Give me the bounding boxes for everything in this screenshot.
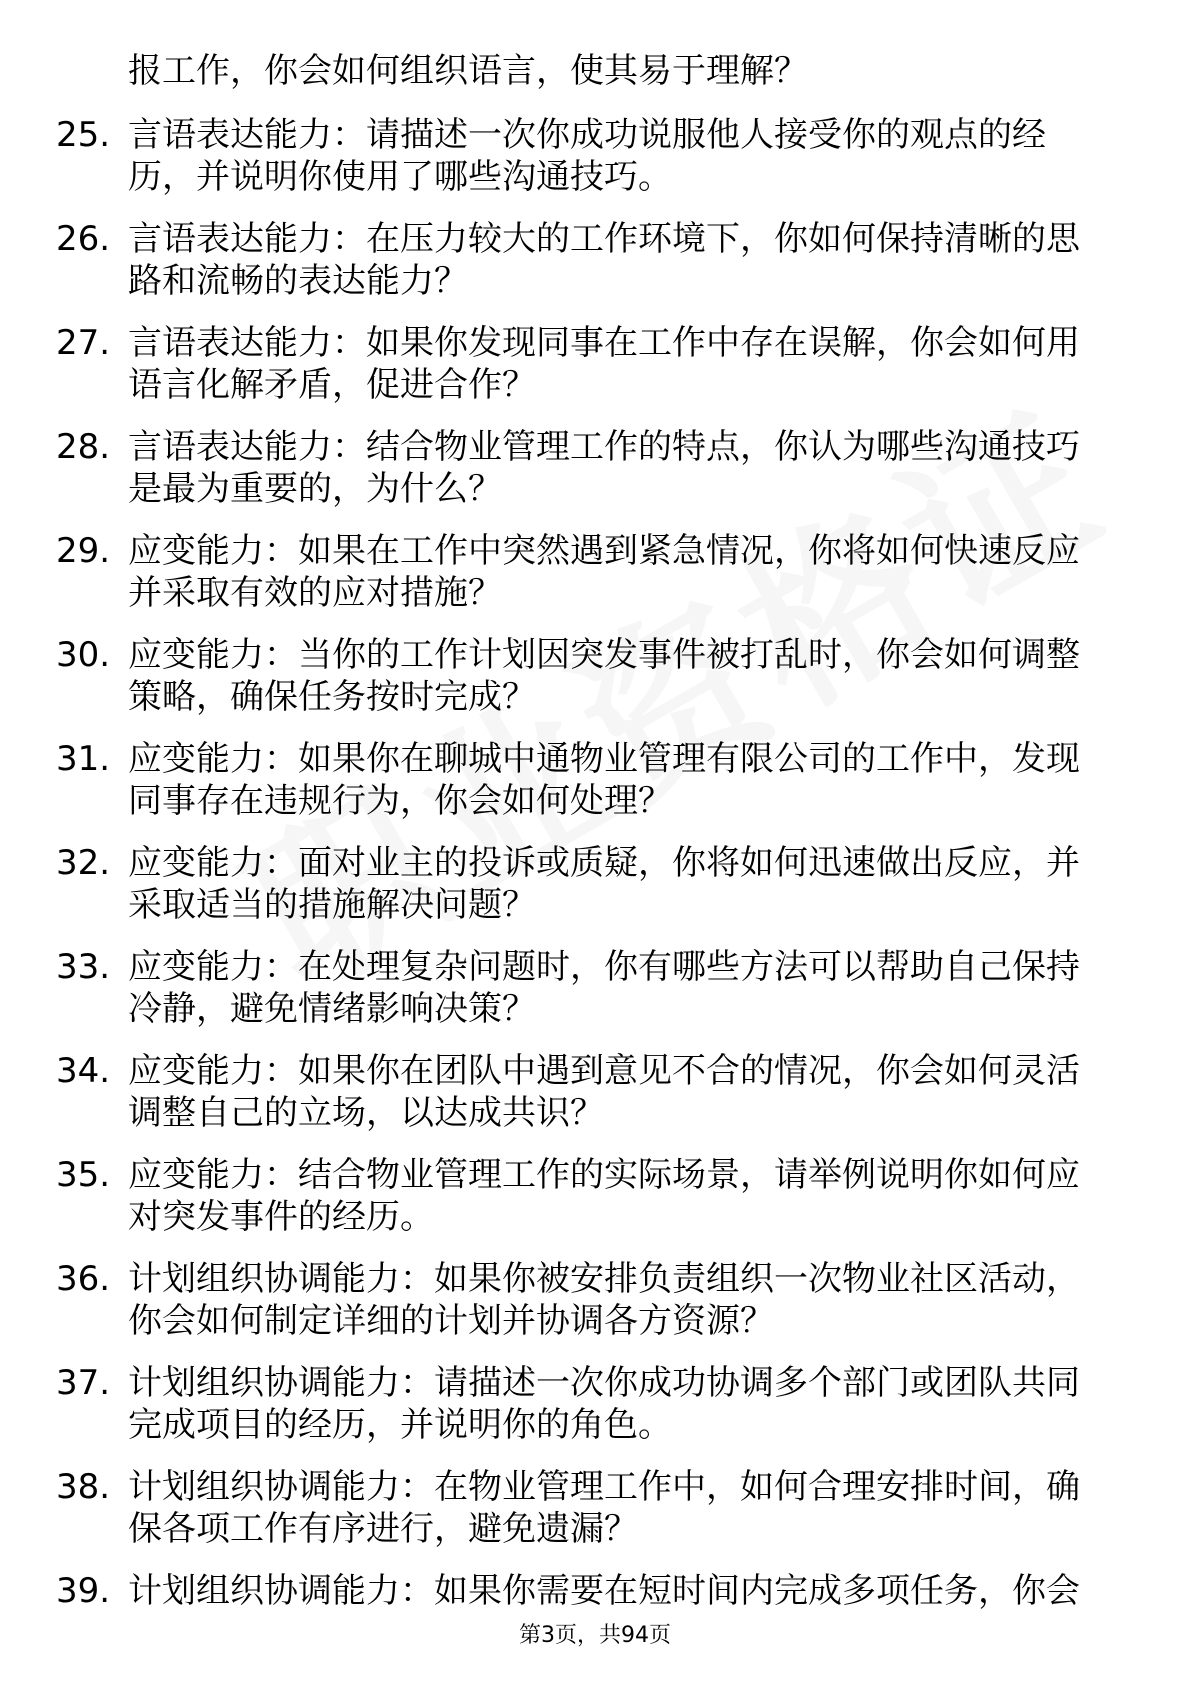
question-item (0, 946, 1190, 1050)
question-number: 37. (56, 1363, 111, 1403)
question-text-line: 同事存在违规行为，你会如何处理？ (128, 781, 672, 821)
question-text-line: 应变能力：如果在工作中突然遇到紧急情况，你将如何快速反应 (128, 531, 1080, 571)
question-text-line: 应变能力：如果你在聊城中通物业管理有限公司的工作中，发现 (128, 739, 1080, 779)
question-item (0, 114, 1190, 218)
question-item (0, 738, 1190, 842)
question-continuation: 报工作，你会如何组织语言，使其易于理解？ (128, 51, 808, 91)
question-item (0, 1466, 1190, 1570)
question-item (0, 1258, 1190, 1362)
question-number: 29. (56, 531, 111, 571)
question-number: 31. (56, 739, 111, 779)
question-text-line: 言语表达能力：请描述一次你成功说服他人接受你的观点的经 (128, 115, 1046, 155)
question-text-line: 是最为重要的，为什么？ (128, 469, 502, 509)
question-text-line: 言语表达能力：在压力较大的工作环境下，你如何保持清晰的思 (128, 219, 1080, 259)
question-text-line: 采取适当的措施解决问题？ (128, 885, 536, 925)
question-text-line: 语言化解矛盾，促进合作？ (128, 365, 536, 405)
question-item (0, 1050, 1190, 1154)
question-list (0, 114, 1190, 1674)
question-text-line: 对突发事件的经历。 (128, 1197, 434, 1237)
question-number: 27. (56, 323, 111, 363)
question-text-line: 应变能力：结合物业管理工作的实际场景，请举例说明你如何应 (128, 1155, 1080, 1195)
question-item (0, 1154, 1190, 1258)
question-text-line: 言语表达能力：结合物业管理工作的特点，你认为哪些沟通技巧 (128, 427, 1080, 467)
question-number: 30. (56, 635, 111, 675)
question-text-line: 计划组织协调能力：如果你被安排负责组织一次物业社区活动， (128, 1259, 1080, 1299)
question-item (0, 426, 1190, 530)
question-text-line: 保各项工作有序进行，避免遗漏？ (128, 1509, 638, 1549)
question-item (0, 1362, 1190, 1466)
page-number-footer: 第3页，共94页 (519, 1623, 671, 1648)
question-text-line: 并采取有效的应对措施？ (128, 573, 502, 613)
question-number: 39. (56, 1571, 111, 1611)
question-number: 34. (56, 1051, 111, 1091)
question-text-line: 调整自己的立场，以达成共识？ (128, 1093, 604, 1133)
question-number: 28. (56, 427, 111, 467)
question-item (0, 322, 1190, 426)
question-text-line: 言语表达能力：如果你发现同事在工作中存在误解，你会如何用 (128, 323, 1080, 363)
question-text-line: 应变能力：如果你在团队中遇到意见不合的情况，你会如何灵活 (128, 1051, 1080, 1091)
question-text-line: 完成项目的经历，并说明你的角色。 (128, 1405, 672, 1445)
question-number: 38. (56, 1467, 111, 1507)
question-text-line: 路和流畅的表达能力？ (128, 261, 468, 301)
question-text-line: 应变能力：当你的工作计划因突发事件被打乱时，你会如何调整 (128, 635, 1080, 675)
question-number: 26. (56, 219, 111, 259)
question-text-line: 应变能力：面对业主的投诉或质疑，你将如何迅速做出反应，并 (128, 843, 1080, 883)
question-text-line: 计划组织协调能力：如果你需要在短时间内完成多项任务，你会 (128, 1571, 1080, 1611)
question-item (0, 530, 1190, 634)
question-number: 25. (56, 115, 111, 155)
question-item (0, 842, 1190, 946)
question-text-line: 计划组织协调能力：请描述一次你成功协调多个部门或团队共同 (128, 1363, 1080, 1403)
question-text-line: 历，并说明你使用了哪些沟通技巧。 (128, 157, 672, 197)
question-text-line: 你会如何制定详细的计划并协调各方资源？ (128, 1301, 774, 1341)
question-text-line: 应变能力：在处理复杂问题时，你有哪些方法可以帮助自己保持 (128, 947, 1080, 987)
question-number: 32. (56, 843, 111, 883)
question-text-line: 策略，确保任务按时完成？ (128, 677, 536, 717)
question-item (0, 634, 1190, 738)
question-number: 36. (56, 1259, 111, 1299)
question-number: 33. (56, 947, 111, 987)
question-text-line: 冷静，避免情绪影响决策？ (128, 989, 536, 1029)
question-text-line: 计划组织协调能力：在物业管理工作中，如何合理安排时间，确 (128, 1467, 1080, 1507)
question-number: 35. (56, 1155, 111, 1195)
question-item (0, 218, 1190, 322)
